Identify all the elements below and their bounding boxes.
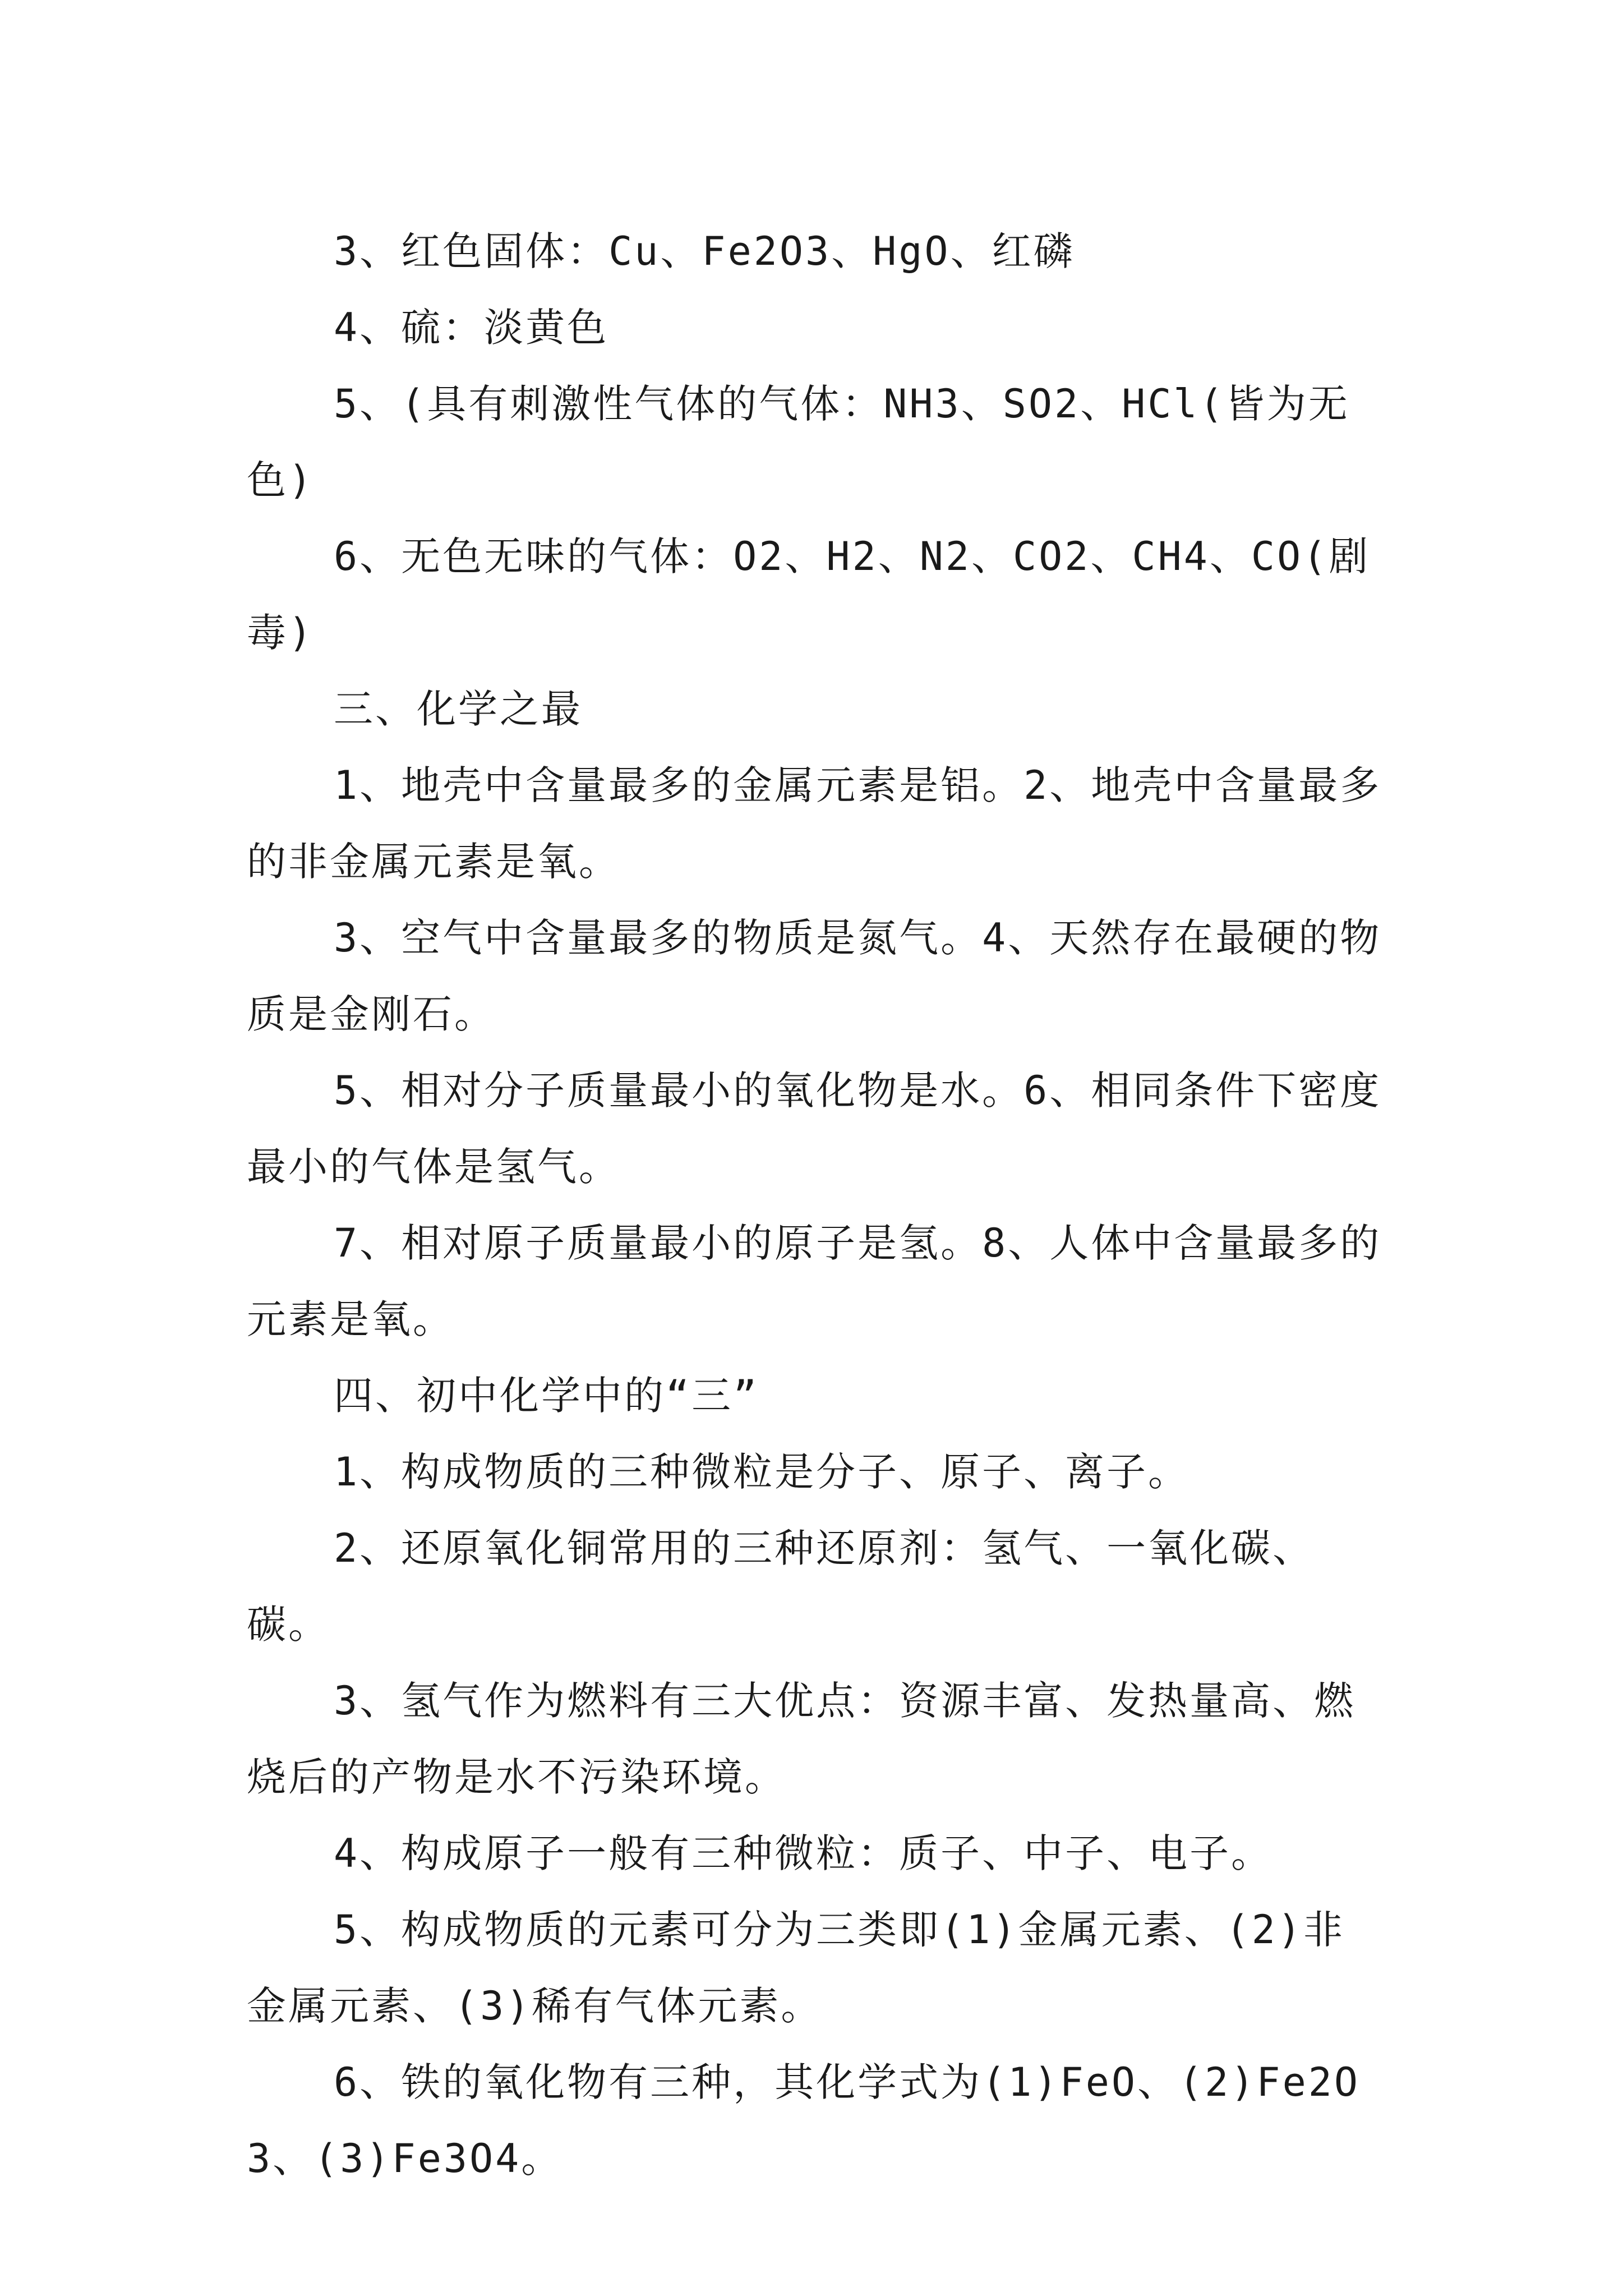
paragraph-superlative-7-8: 7、相对原子质量最小的原子是氢。8、人体中含量最多的元素是氧。 <box>247 1220 1382 1342</box>
paragraph-superlative-3-4: 3、空气中含量最多的物质是氮气。4、天然存在最硬的物质是金刚石。 <box>247 915 1382 1037</box>
paragraph-atom-particles: 4、构成原子一般有三种微粒：质子、中子、电子。 <box>334 1830 1273 1876</box>
paragraph-iron-oxides: 6、铁的氧化物有三种，其化学式为(1)FeO、(2)Fe2O3、(3)Fe3O4。 <box>247 2059 1361 2182</box>
paragraph-red-solids: 3、红色固体：Cu、Fe2O3、HgO、红磷 <box>334 228 1075 274</box>
paragraph-sulfur: 4、硫：淡黄色 <box>334 305 609 351</box>
paragraph-element-classes: 5、构成物质的元素可分为三类即(1)金属元素、(2)非金属元素、(3)稀有气体元素。 <box>247 1907 1345 2029</box>
paragraph-superlative-1-2: 1、地壳中含量最多的金属元素是铝。2、地壳中含量最多的非金属元素是氧。 <box>247 762 1382 885</box>
paragraph-hydrogen-advantages: 3、氢气作为燃料有三大优点：资源丰富、发热量高、燃烧后的产物是水不污染环境。 <box>247 1678 1356 1800</box>
section-heading-chemistry-superlatives: 三、化学之最 <box>334 686 583 732</box>
paragraph-three-reducing-agents: 2、还原氧化铜常用的三种还原剂：氢气、一氧化碳、碳。 <box>247 1525 1315 1648</box>
paragraph-three-particles: 1、构成物质的三种微粒是分子、原子、离子。 <box>334 1449 1190 1495</box>
paragraph-colorless-gases: 6、无色无味的气体：O2、H2、N2、CO2、CH4、CO(剧毒) <box>247 533 1371 656</box>
section-heading-threes: 四、初中化学中的“三” <box>334 1373 759 1419</box>
document-body <box>247 213 1385 2197</box>
paragraph-irritant-gases: 5、(具有刺激性气体的气体：NH3、SO2、HCl(皆为无色) <box>247 381 1350 503</box>
paragraph-superlative-5-6: 5、相对分子质量最小的氧化物是水。6、相同条件下密度最小的气体是氢气。 <box>247 1068 1382 1190</box>
